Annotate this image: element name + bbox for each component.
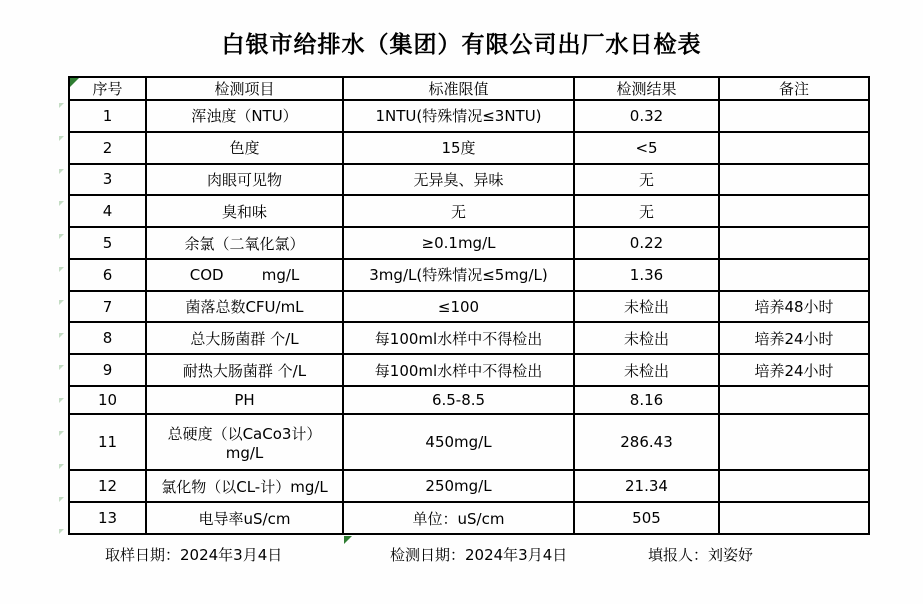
cell-remark: [719, 227, 869, 259]
cell-standard: 每100ml水样中不得检出: [343, 354, 574, 386]
cell-item: COD mg/L: [146, 259, 343, 291]
cell-seq: 13: [69, 502, 146, 534]
cell-remark: 培养48小时: [719, 291, 869, 323]
cell-result: 无: [574, 195, 719, 227]
cell-remark: 培养24小时: [719, 354, 869, 386]
cell-remark: [719, 132, 869, 164]
cell-standard: 每100ml水样中不得检出: [343, 322, 574, 354]
cell-item: 菌落总数CFU/mL: [146, 291, 343, 323]
cell-result: 286.43: [574, 414, 719, 471]
edge-marker-icon: [59, 365, 64, 370]
table-row: [69, 164, 869, 196]
edge-marker-icon: [59, 267, 64, 272]
table-row: [69, 386, 869, 414]
cell-standard: 15度: [343, 132, 574, 164]
cell-result: 1.36: [574, 259, 719, 291]
cell-item: 总硬度（以CaCo3计）mg/L: [146, 414, 343, 471]
edge-marker-icon: [59, 234, 64, 239]
edge-marker-icon: [59, 169, 64, 174]
cell-item: 浑浊度（NTU）: [146, 100, 343, 132]
cell-result: 未检出: [574, 291, 719, 323]
cell-result: 未检出: [574, 354, 719, 386]
cell-item: 色度: [146, 132, 343, 164]
cell-seq: 8: [69, 322, 146, 354]
cell-result: 0.32: [574, 100, 719, 132]
cell-remark: 培养24小时: [719, 322, 869, 354]
cell-remark: [719, 259, 869, 291]
table-row: [69, 470, 869, 502]
edge-marker-icon: [59, 497, 64, 502]
footer: [0, 544, 923, 566]
cell-remark: [719, 100, 869, 132]
cell-item: 肉眼可见物: [146, 164, 343, 196]
sampling-date-label: 取样日期：2024年3月4日: [105, 546, 283, 564]
reporter-label: 填报人：刘姿妤: [648, 546, 754, 564]
table-row: [69, 354, 869, 386]
cell-seq: 6: [69, 259, 146, 291]
edge-marker-icon: [59, 300, 64, 305]
table-row: [69, 502, 869, 534]
cell-standard: 单位：uS/cm: [343, 502, 574, 534]
table-row: [69, 291, 869, 323]
edge-marker-icon: [59, 464, 64, 469]
cell-remark: [719, 414, 869, 471]
cell-item: 电导率uS/cm: [146, 502, 343, 534]
cell-seq: 5: [69, 227, 146, 259]
cell-seq: 7: [69, 291, 146, 323]
table-row: [69, 322, 869, 354]
cell-standard: 3mg/L(特殊情况≤5mg/L): [343, 259, 574, 291]
table-row: [69, 227, 869, 259]
cell-item: 耐热大肠菌群 个/L: [146, 354, 343, 386]
header-result: 检测结果: [574, 77, 719, 100]
cell-seq: 2: [69, 132, 146, 164]
edge-marker-icon: [59, 103, 64, 108]
cell-standard: 450mg/L: [343, 414, 574, 471]
cell-standard: 无异臭、异味: [343, 164, 574, 196]
table-row: [69, 132, 869, 164]
cell-seq: 1: [69, 100, 146, 132]
cell-remark: [719, 470, 869, 502]
cell-result: 0.22: [574, 227, 719, 259]
cell-result: 无: [574, 164, 719, 196]
cell-item: 总大肠菌群 个/L: [146, 322, 343, 354]
cell-remark: [719, 164, 869, 196]
header-seq: 序号: [69, 77, 146, 100]
edge-marker-icon: [59, 431, 64, 436]
excel-error-triangle-icon: [70, 78, 79, 87]
excel-fill-handle-icon: [344, 536, 352, 544]
cell-seq: 3: [69, 164, 146, 196]
cell-standard: ≥0.1mg/L: [343, 227, 574, 259]
edge-marker-icon: [59, 136, 64, 141]
cell-seq: 10: [69, 386, 146, 414]
cell-remark: [719, 502, 869, 534]
cell-remark: [719, 386, 869, 414]
cell-standard: 无: [343, 195, 574, 227]
cell-item: 余氯（二氧化氯）: [146, 227, 343, 259]
table-row: [69, 414, 869, 471]
cell-seq: 12: [69, 470, 146, 502]
table-header-row: [69, 77, 869, 100]
cell-standard: 1NTU(特殊情况≤3NTU): [343, 100, 574, 132]
water-inspection-table: [68, 76, 870, 535]
cell-result: 21.34: [574, 470, 719, 502]
header-item: 检测项目: [146, 77, 343, 100]
edge-marker-icon: [59, 201, 64, 206]
header-standard: 标准限值: [343, 77, 574, 100]
cell-item: 氯化物（以CL-计）mg/L: [146, 470, 343, 502]
cell-standard: 250mg/L: [343, 470, 574, 502]
table-row: [69, 259, 869, 291]
edge-marker-icon: [59, 529, 64, 534]
cell-remark: [719, 195, 869, 227]
cell-result: 505: [574, 502, 719, 534]
table-row: [69, 100, 869, 132]
cell-seq: 11: [69, 414, 146, 471]
edge-marker-icon: [59, 333, 64, 338]
header-remark: 备注: [719, 77, 869, 100]
cell-result: <5: [574, 132, 719, 164]
cell-standard: 6.5-8.5: [343, 386, 574, 414]
cell-result: 8.16: [574, 386, 719, 414]
cell-standard: ≤100: [343, 291, 574, 323]
cell-seq: 9: [69, 354, 146, 386]
cell-item: 臭和味: [146, 195, 343, 227]
test-date-label: 检测日期：2024年3月4日: [390, 546, 568, 564]
page-title: 白银市给排水（集团）有限公司出厂水日检表: [221, 32, 702, 58]
table-row: [69, 195, 869, 227]
cell-item: PH: [146, 386, 343, 414]
cell-seq: 4: [69, 195, 146, 227]
edge-marker-icon: [59, 398, 64, 403]
cell-result: 未检出: [574, 322, 719, 354]
